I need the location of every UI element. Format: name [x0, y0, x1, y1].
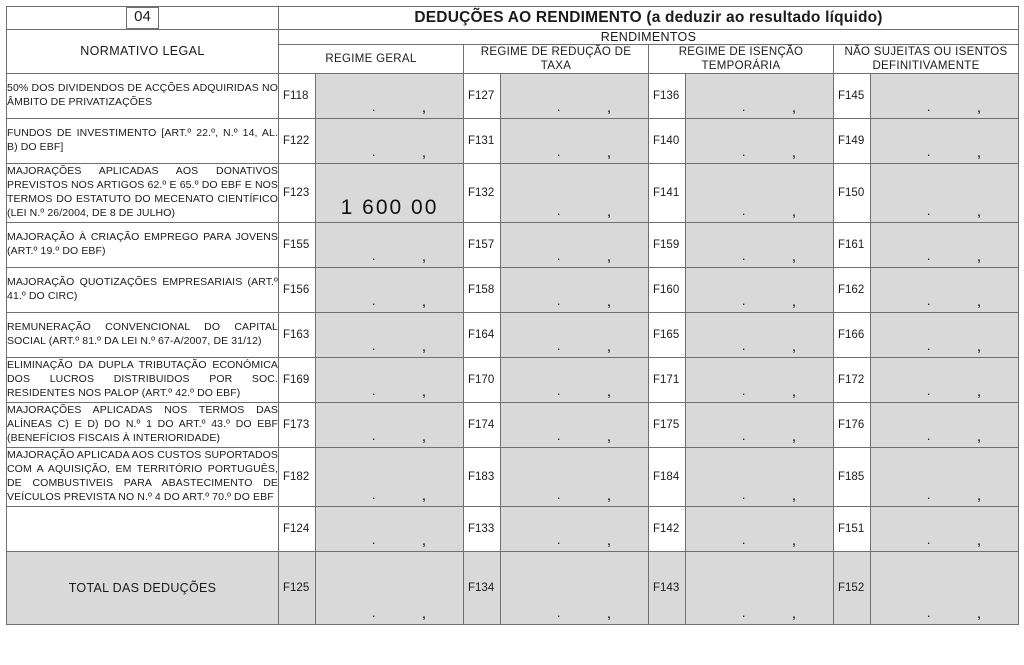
field-code: F160 — [649, 268, 686, 312]
decimal-separator: , — [606, 293, 611, 311]
decimal-separator: , — [421, 605, 426, 623]
field-code: F150 — [834, 164, 871, 222]
field-cell — [279, 358, 464, 403]
column-header-reducao-taxa: REGIME DE REDUÇÃO DE TAXA — [464, 44, 649, 74]
field-code: F122 — [279, 119, 316, 163]
decimal-separator: , — [976, 532, 982, 550]
decimal-separator: , — [791, 383, 796, 401]
decimal-separator: , — [606, 605, 611, 623]
amount-input[interactable] — [316, 313, 463, 357]
decimal-separator: , — [421, 338, 426, 356]
field-code: F127 — [464, 74, 501, 118]
field-code: F152 — [834, 552, 871, 624]
thousands-separator: . — [556, 248, 561, 264]
amount-input[interactable] — [501, 552, 648, 624]
field-code: F175 — [649, 403, 686, 447]
field-cell — [464, 358, 649, 403]
amount-input[interactable] — [501, 74, 648, 118]
decimal-separator: , — [606, 144, 611, 162]
amount-input[interactable] — [501, 448, 648, 506]
decimal-separator: , — [791, 144, 796, 162]
field-cell — [464, 552, 649, 625]
field-code: F125 — [279, 552, 316, 624]
row-description: REMUNERAÇÃO CONVENCIONAL DO CAPITAL SOCIAL (ART.º 81.º DA LEI N.º 67-A/2007, DE 31/12) — [7, 313, 279, 358]
field-cell — [649, 223, 834, 268]
amount-input[interactable] — [501, 507, 648, 551]
amount-input[interactable] — [871, 403, 1018, 447]
field-cell — [464, 164, 649, 223]
field-code: F132 — [464, 164, 501, 222]
field-cell — [834, 74, 1019, 119]
field-cell — [279, 403, 464, 448]
field-cell — [649, 313, 834, 358]
thousands-separator: . — [741, 248, 746, 264]
decimal-separator: , — [606, 532, 611, 550]
field-code: F172 — [834, 358, 871, 402]
field-cell — [649, 448, 834, 507]
thousands-separator: . — [556, 203, 561, 219]
field-code: F164 — [464, 313, 501, 357]
thousands-separator: . — [741, 487, 746, 503]
amount-input[interactable] — [316, 358, 463, 402]
amount-input[interactable] — [501, 223, 648, 267]
field-cell — [649, 164, 834, 223]
decimal-separator: , — [791, 338, 796, 356]
thousands-separator: . — [926, 99, 931, 115]
field-cell — [834, 268, 1019, 313]
field-code: F156 — [279, 268, 316, 312]
thousands-separator: . — [371, 383, 376, 399]
field-code: F123 — [279, 164, 316, 222]
decimal-separator: , — [606, 338, 611, 356]
thousands-separator: . — [926, 532, 931, 548]
thousands-separator: . — [556, 144, 561, 160]
amount-input[interactable] — [316, 403, 463, 447]
field-code: F143 — [649, 552, 686, 624]
field-cell — [649, 268, 834, 313]
field-code: F184 — [649, 448, 686, 506]
decimal-separator: , — [421, 248, 426, 266]
thousands-separator: . — [556, 487, 561, 503]
amount-input[interactable] — [686, 358, 833, 402]
field-cell — [279, 313, 464, 358]
field-code: F169 — [279, 358, 316, 402]
thousands-separator: . — [371, 605, 376, 621]
thousands-separator: . — [556, 99, 561, 115]
thousands-separator: . — [741, 203, 746, 219]
thousands-separator: . — [741, 605, 746, 621]
table-header-band — [7, 7, 1019, 30]
field-cell — [464, 119, 649, 164]
total-row — [7, 552, 1019, 625]
amount-input[interactable] — [316, 448, 463, 506]
field-cell — [279, 119, 464, 164]
decimal-separator: , — [606, 383, 611, 401]
field-cell — [834, 507, 1019, 552]
amount-input[interactable] — [871, 507, 1018, 551]
decimal-separator: , — [606, 428, 611, 446]
column-header-isencao-temporaria: REGIME DE ISENÇÃO TEMPORÁRIA — [649, 44, 834, 74]
decimal-separator: , — [791, 428, 796, 446]
field-cell — [464, 74, 649, 119]
row-description: ELIMINAÇÃO DA DUPLA TRIBUTAÇÃO ECONÓMICA DOS LUCROS DISTRIBUIDOS POR SOC. RESIDENTES NOS PALOP (ART.º 42.º DO EBF) — [7, 358, 279, 403]
column-header-regime-geral: REGIME GERAL — [279, 44, 464, 74]
thousands-separator: . — [556, 532, 561, 548]
page-title: DEDUÇÕES AO RENDIMENTO (a deduzir ao resultado líquido) — [279, 7, 1019, 30]
field-code: F158 — [464, 268, 501, 312]
decimal-separator: , — [606, 203, 611, 221]
table-row — [7, 507, 1019, 552]
decimal-separator: , — [976, 293, 982, 311]
field-cell — [464, 403, 649, 448]
amount-input[interactable] — [501, 313, 648, 357]
header-row-rendimentos — [7, 29, 1019, 44]
decimal-separator: , — [421, 99, 426, 117]
amount-input[interactable] — [501, 358, 648, 402]
amount-input[interactable] — [686, 403, 833, 447]
amount-input[interactable] — [316, 119, 463, 163]
field-code: F118 — [279, 74, 316, 118]
field-code: F145 — [834, 74, 871, 118]
thousands-separator: . — [926, 248, 931, 264]
thousands-separator: . — [371, 487, 376, 503]
field-code: F182 — [279, 448, 316, 506]
decimal-separator: , — [976, 203, 982, 221]
amount-input[interactable] — [871, 358, 1018, 402]
field-cell — [834, 403, 1019, 448]
thousands-separator: . — [741, 99, 746, 115]
decimal-separator: , — [976, 487, 982, 505]
field-cell — [464, 268, 649, 313]
amount-value: 1 600 00 — [340, 196, 439, 220]
field-code: F165 — [649, 313, 686, 357]
decimal-separator: , — [976, 99, 982, 117]
amount-input[interactable] — [686, 507, 833, 551]
table-row — [7, 223, 1019, 268]
table-row — [7, 74, 1019, 119]
amount-input[interactable] — [501, 119, 648, 163]
table-row — [7, 448, 1019, 507]
column-header-nao-sujeitas: NÃO SUJEITAS OU ISENTOS DEFINITIVAMENTE — [834, 44, 1019, 74]
decimal-separator: , — [976, 605, 982, 623]
table-row — [7, 164, 1019, 223]
amount-input[interactable] — [871, 313, 1018, 357]
thousands-separator: . — [926, 203, 931, 219]
field-cell — [279, 268, 464, 313]
table-row — [7, 119, 1019, 164]
field-code: F159 — [649, 223, 686, 267]
field-cell — [834, 552, 1019, 625]
field-cell — [649, 74, 834, 119]
field-code: F134 — [464, 552, 501, 624]
box-number: 04 — [126, 7, 159, 29]
field-code: F151 — [834, 507, 871, 551]
amount-input[interactable] — [686, 268, 833, 312]
field-cell — [279, 223, 464, 268]
field-code: F141 — [649, 164, 686, 222]
field-code: F149 — [834, 119, 871, 163]
decimal-separator: , — [421, 428, 426, 446]
field-code: F174 — [464, 403, 501, 447]
amount-input[interactable] — [316, 223, 463, 267]
decimal-separator: , — [606, 99, 611, 117]
column-group-rendimentos: RENDIMENTOS — [279, 29, 1019, 44]
field-cell — [279, 74, 464, 119]
box-number-cell — [7, 7, 279, 30]
decimal-separator: , — [791, 203, 796, 221]
amount-input[interactable] — [686, 74, 833, 118]
decimal-separator: , — [421, 383, 426, 401]
amount-input[interactable] — [316, 268, 463, 312]
field-code: F162 — [834, 268, 871, 312]
amount-input[interactable] — [501, 403, 648, 447]
field-cell — [649, 403, 834, 448]
amount-input[interactable] — [316, 552, 463, 624]
field-cell — [834, 358, 1019, 403]
thousands-separator: . — [741, 532, 746, 548]
field-code: F131 — [464, 119, 501, 163]
field-cell — [464, 313, 649, 358]
field-code: F163 — [279, 313, 316, 357]
field-code: F173 — [279, 403, 316, 447]
thousands-separator: . — [556, 383, 561, 399]
thousands-separator: . — [926, 383, 931, 399]
field-code: F124 — [279, 507, 316, 551]
thousands-separator: . — [371, 293, 376, 309]
decimal-separator: , — [791, 293, 796, 311]
amount-input[interactable] — [871, 164, 1018, 222]
decimal-separator: , — [791, 248, 796, 266]
amount-input[interactable] — [871, 119, 1018, 163]
decimal-separator: , — [976, 428, 982, 446]
thousands-separator: . — [926, 605, 931, 621]
amount-input[interactable] — [316, 507, 463, 551]
field-cell — [834, 313, 1019, 358]
decimal-separator: , — [791, 532, 796, 550]
thousands-separator: . — [371, 532, 376, 548]
table-row — [7, 313, 1019, 358]
field-cell — [649, 552, 834, 625]
field-code: F140 — [649, 119, 686, 163]
thousands-separator: . — [926, 293, 931, 309]
decimal-separator: , — [976, 248, 982, 266]
thousands-separator: . — [371, 99, 376, 115]
field-code: F176 — [834, 403, 871, 447]
field-code: F136 — [649, 74, 686, 118]
amount-input[interactable] — [686, 448, 833, 506]
thousands-separator: . — [741, 144, 746, 160]
amount-input[interactable] — [501, 268, 648, 312]
thousands-separator: . — [741, 293, 746, 309]
field-cell — [279, 448, 464, 507]
field-code: F142 — [649, 507, 686, 551]
field-cell — [834, 164, 1019, 223]
amount-input[interactable] — [871, 223, 1018, 267]
thousands-separator: . — [371, 248, 376, 264]
field-cell — [649, 358, 834, 403]
field-code: F157 — [464, 223, 501, 267]
thousands-separator: . — [926, 338, 931, 354]
field-cell — [464, 507, 649, 552]
amount-input[interactable] — [686, 164, 833, 222]
field-cell — [464, 223, 649, 268]
field-cell — [279, 164, 464, 223]
thousands-separator: . — [371, 428, 376, 444]
thousands-separator: . — [926, 487, 931, 503]
decimal-separator: , — [421, 532, 426, 550]
decimal-separator: , — [791, 487, 796, 505]
amount-input[interactable] — [316, 74, 463, 118]
column-header-normativo: NORMATIVO LEGAL — [7, 29, 279, 74]
row-description: MAJORAÇÕES APLICADAS AOS DONATIVOS PREVISTOS NOS ARTIGOS 62.º E 65.º DO EBF E NOS TERMOS DO ESTATUTO DO MECENATO CIENTÍFICO (LEI N.º 26/2004, DE 8 DE JULHO) — [7, 164, 279, 223]
amount-input[interactable] — [871, 448, 1018, 506]
thousands-separator: . — [741, 338, 746, 354]
field-code: F183 — [464, 448, 501, 506]
thousands-separator: . — [741, 428, 746, 444]
deductions-table — [6, 6, 1019, 625]
thousands-separator: . — [556, 605, 561, 621]
decimal-separator: , — [606, 487, 611, 505]
table-row — [7, 358, 1019, 403]
field-cell — [834, 223, 1019, 268]
field-code: F171 — [649, 358, 686, 402]
thousands-separator: . — [741, 383, 746, 399]
thousands-separator: . — [926, 144, 931, 160]
row-description: MAJORAÇÃO QUOTIZAÇÕES EMPRESARIAIS (ART.º 41.º DO CIRC) — [7, 268, 279, 313]
amount-input[interactable] — [686, 552, 833, 624]
field-cell — [649, 507, 834, 552]
decimal-separator: , — [976, 383, 982, 401]
field-cell — [279, 507, 464, 552]
decimal-separator: , — [976, 144, 982, 162]
field-code: F185 — [834, 448, 871, 506]
amount-input[interactable] — [501, 164, 648, 222]
thousands-separator: . — [556, 428, 561, 444]
thousands-separator: . — [556, 293, 561, 309]
thousands-separator: . — [556, 338, 561, 354]
row-description: FUNDOS DE INVESTIMENTO [ART.º 22.º, N.º 14, AL. B) DO EBF] — [7, 119, 279, 164]
amount-input[interactable] — [316, 164, 463, 222]
decimal-separator: , — [791, 99, 796, 117]
field-cell — [834, 448, 1019, 507]
field-code: F170 — [464, 358, 501, 402]
thousands-separator: . — [926, 428, 931, 444]
field-code: F161 — [834, 223, 871, 267]
row-description: 50% DOS DIVIDENDOS DE ACÇÕES ADQUIRIDAS NO ÂMBITO DE PRIVATIZAÇÕES — [7, 74, 279, 119]
decimal-separator: , — [791, 605, 796, 623]
field-cell — [279, 552, 464, 625]
amount-input[interactable] — [686, 223, 833, 267]
thousands-separator: . — [371, 338, 376, 354]
decimal-separator: , — [421, 144, 426, 162]
decimal-separator: , — [421, 293, 426, 311]
row-description: MAJORAÇÕES APLICADAS NOS TERMOS DAS ALÍNEAS C) E D) DO N.º 1 DO ART.º 43.º DO EBF (BENEFÍCIOS FISCAIS À INTERIORIDADE) — [7, 403, 279, 448]
field-code: F133 — [464, 507, 501, 551]
row-description: MAJORAÇÃO APLICADA AOS CUSTOS SUPORTADOS COM A AQUISIÇÃO, EM TERRITÓRIO PORTUGUÊS, DE COMBUSTIVEIS PARA ABASTECIMENTO DE VEÍCULOS PREVISTA NO N.º 4 DO ART.º 70.º DO EBF — [7, 448, 279, 507]
row-description: MAJORAÇÃO À CRIAÇÃO EMPREGO PARA JOVENS (ART.º 19.º DO EBF) — [7, 223, 279, 268]
table-row — [7, 403, 1019, 448]
amount-input[interactable] — [871, 268, 1018, 312]
decimal-separator: , — [606, 248, 611, 266]
field-code: F166 — [834, 313, 871, 357]
field-cell — [649, 119, 834, 164]
field-cell — [464, 448, 649, 507]
table-row — [7, 268, 1019, 313]
thousands-separator: . — [371, 144, 376, 160]
amount-input[interactable] — [686, 313, 833, 357]
decimal-separator: , — [976, 338, 982, 356]
amount-input[interactable] — [871, 74, 1018, 118]
total-label: TOTAL DAS DEDUÇÕES — [7, 552, 279, 625]
field-cell — [834, 119, 1019, 164]
amount-input[interactable] — [871, 552, 1018, 624]
decimal-separator: , — [421, 487, 426, 505]
amount-input[interactable] — [686, 119, 833, 163]
row-description — [7, 507, 279, 552]
field-code: F155 — [279, 223, 316, 267]
